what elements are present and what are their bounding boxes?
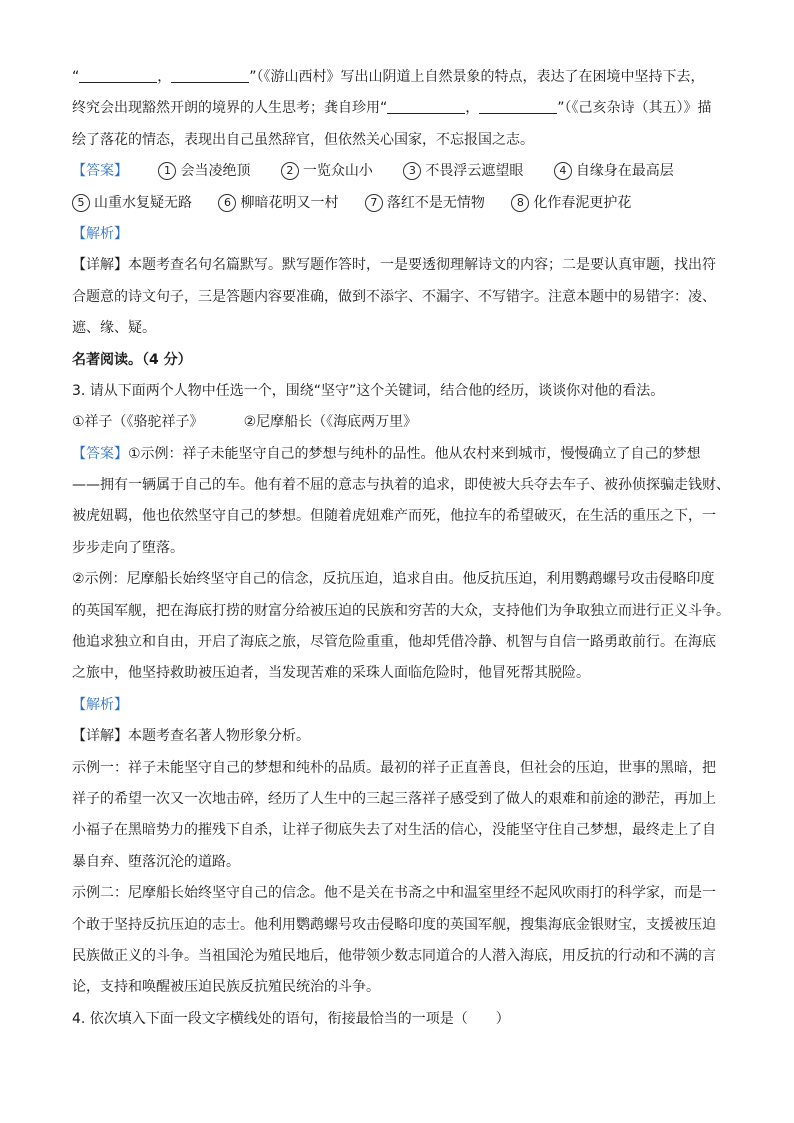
- example-1-line-4: 暴自弃、堕落沉沦的道路。: [72, 853, 240, 870]
- answer-3-line-1: 【答案】①示例：祥子未能坚守自己的梦想与纯朴的品性。他从农村来到城市，慢慢确立了自己的梦想: [72, 445, 701, 462]
- answer-row-2: [72, 188, 726, 219]
- answer-3-line-7: 他追求独立和自由，开启了海底之旅，尽管危险重重，他却凭借冷静、机智与自信一路勇敢前行。在海底: [72, 634, 716, 651]
- example-2-line-3: 民族做正义的斗争。当祖国沦为殖民地后，他带领少数志同道合的人潜入海底，用反抗的行动和不满的言: [72, 947, 716, 964]
- answer-item: 7 落红不是无情物: [365, 188, 485, 219]
- answer-item: 2 一览众山小: [281, 156, 373, 187]
- answer-3-line-6: 的英国军舰，把在海底打捞的财富分给被压迫的民族和穷苦的大众，支持他们为争取独立而进行正义斗争。: [72, 602, 730, 619]
- answer-item: 6 柳暗花明又一村: [218, 188, 338, 219]
- example-2-line-1: 示例二：尼摩船长始终坚守自己的信念。他不是关在书斋之中和温室里经不起风吹雨打的科学家，而是一: [72, 885, 716, 902]
- answer-item: 3 不畏浮云遮望眼: [403, 156, 523, 187]
- answer-3-line-8: 之旅中，他坚持救助被压迫者，当发现苦难的采珠人面临危险时，他冒死帮其脱险。: [72, 665, 590, 682]
- analysis-label: 【解析】: [72, 696, 128, 713]
- poem-question-line-3: 绘了落花的情态，表现出自己虽然辞官，但依然关心国家，不忘报国之志。: [72, 131, 534, 148]
- example-1-line-2: 祥子的希望一次又一次地击碎，经历了人生中的三起三落祥子感受到了做人的艰难和前途的渺茫，再加上: [72, 790, 716, 807]
- answer-item: 1 会当凌绝顶: [158, 156, 250, 187]
- detail-1-line-3: 遮、缘、疑。: [72, 320, 156, 337]
- answer-label: 【答案】: [72, 163, 128, 180]
- example-1-line-3: 小福子在黑暗势力的摧残下自杀，让祥子彻底失去了对生活的信心，没能坚守住自己梦想，最终走上了自: [72, 822, 716, 839]
- fill-blank-3[interactable]: [387, 99, 465, 114]
- answer-3-line-4: 步步走向了堕落。: [72, 539, 184, 556]
- answer-item: 4 自缘身在最高层: [554, 156, 674, 187]
- detail-label: 【详解】: [72, 257, 128, 274]
- fill-blank-4[interactable]: [479, 99, 557, 114]
- poem-question-line-1: “ ， ”（《游山西村》写出山阴道上自然景象的特点，表达了在困境中坚持下去，: [72, 69, 705, 85]
- analysis-label: 【解析】: [72, 225, 128, 242]
- answer-label: 【答案】: [72, 445, 128, 462]
- option-2: ②尼摩船长（《海底两万里》: [243, 414, 418, 431]
- detail-1-line-1: 【详解】本题考查名句名篇默写。默写题作答时，一是要透彻理解诗文的内容；二是要认真审题，找出符: [72, 257, 716, 274]
- question-4-stem: 4. 依次填入下面一段文字横线处的语句，衔接最恰当的一项是（ ）: [72, 1010, 510, 1027]
- fill-blank-1[interactable]: [79, 68, 157, 83]
- document-page: [72, 62, 730, 1035]
- answer-item: 5 山重水复疑无路: [72, 188, 192, 219]
- section-title: 名著阅读。（4 分）: [72, 351, 192, 368]
- detail-1-line-2: 合题意的诗文句子，三是答题内容要准确，做到不添字、不漏字、不写错字。注意本题中的易错字：凌、: [72, 288, 716, 305]
- detail-label: 【详解】: [72, 728, 128, 745]
- answer-row-1: [72, 156, 726, 187]
- answer-3-line-5: ②示例：尼摩船长始终坚守自己的信念，反抗压迫，追求自由。他反抗压迫，利用鹦鹉螺号攻击侵略印度: [72, 571, 715, 588]
- example-2-line-4: 论，支持和唤醒被压迫民族反抗殖民统治的斗争。: [72, 979, 380, 996]
- answer-3-line-3: 被虎妞羁，他也依然坚守自己的梦想。但随着虎妞难产而死，他拉车的希望破灭，在生活的重压之下，一: [72, 508, 716, 525]
- example-2-line-2: 个敢于坚持反抗压迫的志士。他利用鹦鹉螺号攻击侵略印度的英国军舰，搜集海底金银财宝，支援被压迫: [72, 916, 716, 933]
- answer-item: 8 化作春泥更护花: [511, 188, 631, 219]
- example-1-line-1: 示例一：祥子未能坚守自己的梦想和纯朴的品质。最初的祥子正直善良，但社会的压迫，世事的黑暗，把: [72, 759, 716, 776]
- detail-3-intro: 【详解】本题考查名著人物形象分析。: [72, 728, 310, 745]
- answer-3-line-2: ——拥有一辆属于自己的车。他有着不屈的意志与执着的追求，即使被大兵夺去车子、被孙侦探骗走钱财、: [72, 477, 730, 494]
- fill-blank-2[interactable]: [171, 68, 249, 83]
- poem-question-line-2: 终究会出现豁然开朗的境界的人生思考；龚自珍用“ ， ”（《己亥杂诗（其五）》描: [72, 100, 712, 117]
- question-3-options: [72, 407, 726, 438]
- question-3-stem: 3. 请从下面两个人物中任选一个，围绕“坚守”这个关键词，结合他的经历，谈谈你对他的看法。: [72, 382, 665, 399]
- option-1: ①祥子（《骆驼祥子》: [72, 414, 204, 431]
